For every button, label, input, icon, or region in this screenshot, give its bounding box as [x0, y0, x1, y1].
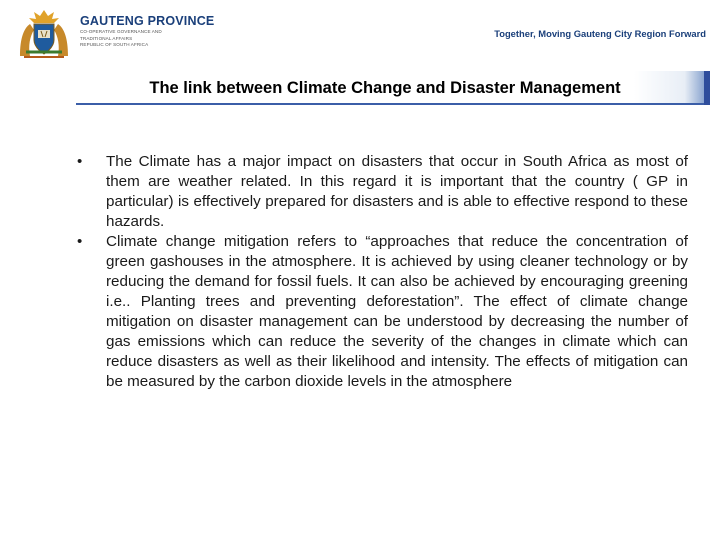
bullet-item	[76, 152, 688, 232]
brand-subtitle-line-1: CO-OPERATIVE GOVERNANCE AND	[80, 29, 162, 34]
brand-title: GAUTENG PROVINCE	[80, 14, 215, 28]
brand-subtitle-line-3: REPUBLIC OF SOUTH AFRICA	[80, 42, 149, 48]
bullet-icon: •	[77, 233, 83, 250]
bullet-icon: •	[77, 153, 83, 170]
slide-content	[76, 152, 688, 392]
slide-title: The link between Climate Change and Disaster Management	[149, 79, 621, 97]
slide-title-bar	[76, 71, 710, 105]
bullet-text: The Climate has a major impact on disasters that occur in South Africa as most of them are weather related. In this regard it is important that the country ( GP in particular) is effectively prepared for disasters and is able to effective respond to these hazards.	[106, 153, 688, 230]
tagline: Together, Moving Gauteng City Region Forward	[494, 28, 706, 39]
header	[0, 0, 720, 64]
bullet-list	[76, 152, 688, 392]
brand-subtitle-line-2: TRADITIONAL AFFAIRS	[80, 35, 133, 41]
bullet-item	[76, 232, 688, 392]
coat-of-arms-logo	[14, 8, 74, 60]
brand-block	[80, 14, 214, 48]
bullet-text: Climate change mitigation refers to “approaches that reduce the concentration of green gashouses in the atmosphere. It is achieved by using cleaner technology or by reducing the demand for fossil fuels. It can also be achieved by encouraging greening i.e.. Planting trees and preventing deforestation”. The effect of climate change mitigation on disaster management can be understood by decreasing the number of gas emissions which can reduce the severity of the changes in climate which can reduce disasters as well as their likelihood and intensity. The effects of mitigation can be measured by the carbon dioxide levels in the atmosphere	[106, 233, 688, 390]
